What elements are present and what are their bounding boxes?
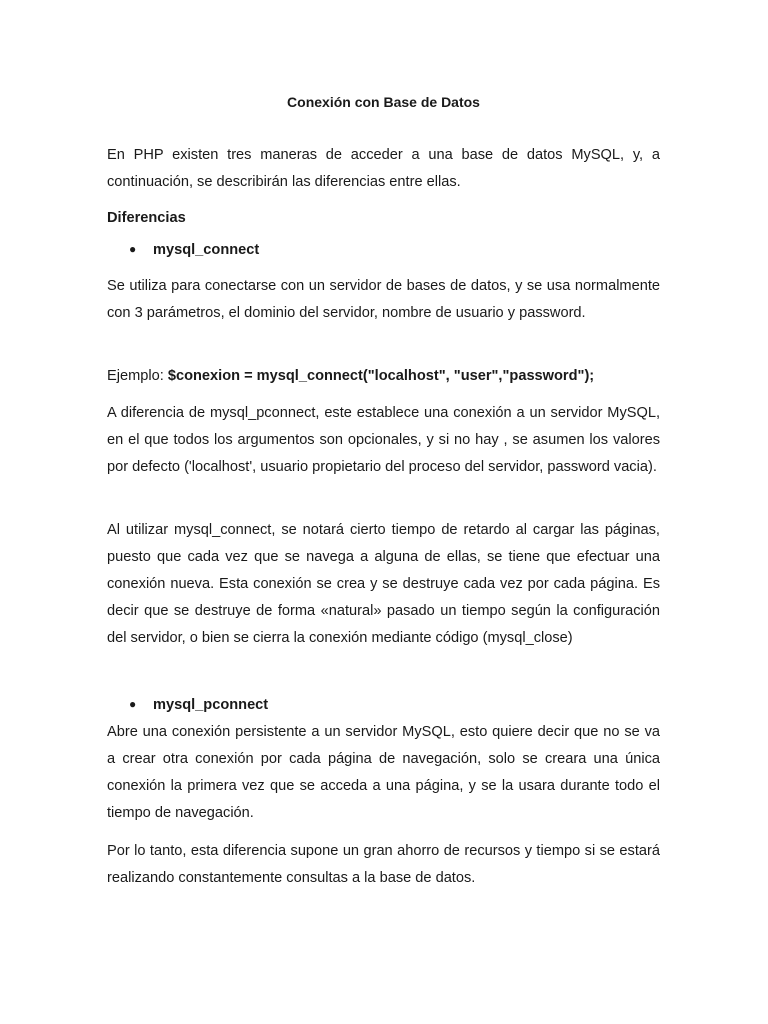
example-label: Ejemplo: — [107, 368, 168, 384]
connect-paragraph-1: Se utiliza para conectarse con un servidor de bases de datos, y se usa normalmente con 3 parámetros, el dominio del servidor, nombre de usuario y password. — [107, 278, 660, 321]
bullet-label: mysql_connect — [153, 242, 260, 258]
bullet-label: mysql_pconnect — [153, 697, 269, 713]
pconnect-paragraph-1: Abre una conexión persistente a un servidor MySQL, esto quiere decir que no se va a crear otra conexión por cada página de navegación, solo se creara una única conexión la primera vez que se acceda a una página, y se la usara durante todo el tiempo de navegación. — [107, 724, 660, 821]
connect-paragraph-2: A diferencia de mysql_pconnect, este establece una conexión a un servidor MySQL, en el que todos los argumentos son opcionales, y si no hay , se asumen los valores por defecto ('localhost', usuario propietario del proceso del servidor, password vacia). — [107, 405, 660, 475]
bullet-dot-icon: ● — [129, 697, 137, 711]
pconnect-paragraph-2: Por lo tanto, esta diferencia supone un gran ahorro de recursos y tiempo si se estará realizando constantemente consultas a la base de datos. — [107, 843, 660, 886]
example-line — [107, 363, 660, 390]
bullet-mysql-connect — [129, 239, 259, 260]
bullet-dot-icon: ● — [129, 242, 137, 256]
example-code: $conexion = mysql_connect("localhost", "user","password"); — [167, 368, 595, 384]
intro-paragraph: En PHP existen tres maneras de acceder a una base de datos MySQL, y, a continuación, se describirán las diferencias entre ellas. — [107, 147, 660, 190]
bullet-mysql-pconnect — [129, 694, 268, 715]
connect-paragraph-3: Al utilizar mysql_connect, se notará cierto tiempo de retardo al cargar las páginas, puesto que cada vez que se navega a alguna de ellas, se tiene que efectuar una conexión nueva. Esta conexión se crea y se destruye cada vez por cada página. Es decir que se destruye de forma «natural» pasado un tiempo según la configuración del servidor, o bien se cierra la conexión mediante código (mysql_close) — [107, 522, 660, 646]
document-title: Conexión con Base de Datos — [287, 94, 480, 110]
section-heading: Diferencias — [107, 210, 186, 226]
